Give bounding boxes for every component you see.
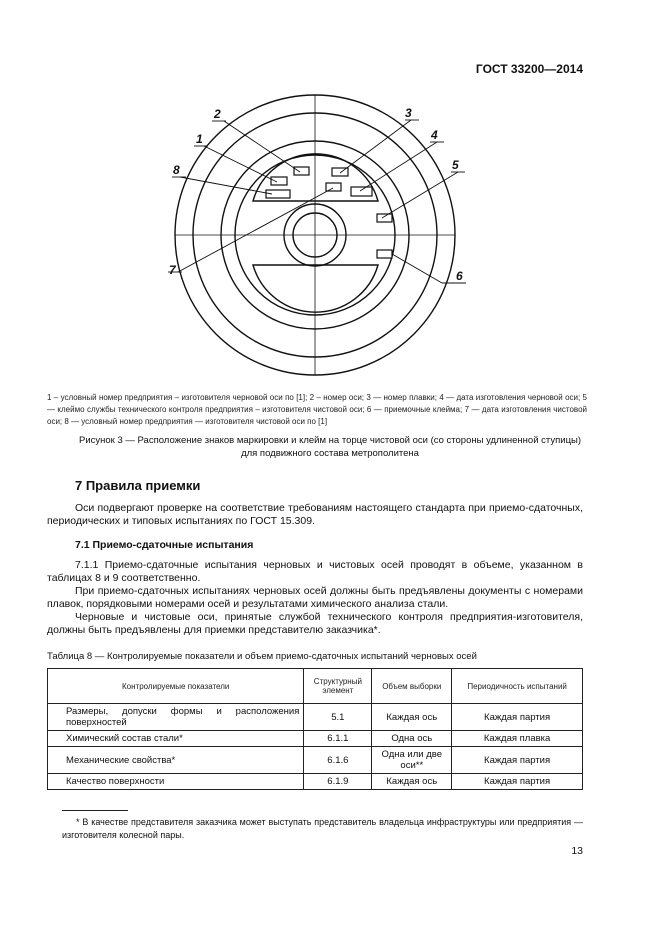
leader-2 [224,121,300,172]
row-indicator: Размеры, допуски формы и расположения поверхностей [48,704,304,731]
row-element: 5.1 [304,704,372,731]
row-sample: Каждая ось [372,704,452,731]
table-row [48,747,583,774]
figure-caption [47,434,613,460]
mark-box-1 [271,177,287,185]
row-element: 6.1.1 [304,731,372,747]
figure-label-5: 5 [452,158,459,172]
figure-label-6: 6 [456,269,463,283]
subsection-title: 7.1 Приемо-сдаточные испытания [75,539,254,551]
mark-box-6 [377,250,392,258]
header-element: Структурный элемент [304,669,372,704]
axle-end-marking-figure [160,92,480,392]
document-header: ГОСТ 33200—2014 [475,62,583,76]
row-frequency: Каждая партия [452,774,583,790]
mark-box-2 [294,167,309,175]
table-header-row [48,669,583,704]
header-indicators: Контролируемые показатели [48,669,304,704]
figure-label-8: 8 [173,163,180,177]
row-sample: Одна или две оси** [372,747,452,774]
mark-box-4 [351,187,372,196]
footnote: * В качестве представителя заказчика может выступать представитель владельца инфраструктуры или предприятия — изготовителя колесной пары. [62,817,583,840]
paragraph-presentation: Черновые и чистовые оси, принятые службой технического контроля предприятия-изготовителя, должны быть предъявлены для приемки представителю заказчика*. [47,611,583,636]
row-sample: Каждая ось [372,774,452,790]
footnote-divider [62,810,128,811]
mark-box-5 [377,214,392,222]
paragraph-intro: Оси подвергают проверке на соответствие требованиям настоящего стандарта при приемо-сдаточных, периодических и типовых испытаниях по ГОСТ 15.309. [47,502,583,527]
figure-label-7: 7 [169,263,176,277]
page-number: 13 [571,845,583,857]
figure-label-1: 1 [196,132,203,146]
acceptance-tests-table [47,668,583,790]
figure-caption-line-2: для подвижного состава метрополитена [241,448,419,459]
row-frequency: Каждая партия [452,747,583,774]
paragraph-documents: При приемо-сдаточных испытаниях черновых осей должны быть предъявлены документы с номерами плавок, порядковыми номерами осей и результатами химического анализа стали. [47,585,583,610]
table-row [48,704,583,731]
paragraph-7-1-1: 7.1.1 Приемо-сдаточные испытания черновых и чистовых осей проводят в объеме, указанном в таблицах 8 и 9 соответственно. [47,559,583,584]
row-indicator: Механические свойства* [48,747,304,774]
figure-legend: 1 – условный номер предприятия – изготовителя черновой оси по [1]; 2 – номер оси; 3 — номер плавки; 4 — дата изготовления черновой оси; 5 — клеймо службы технического контроля предприятия – изготовителя чистовой оси; 6 — приемочные клейма; 7 — дата изготовления чистовой оси; 8 — условный номер предприятия — изготовителя чистовой оси по [1] [47,393,587,426]
table-row [48,731,583,747]
figure-caption-line-1: Рисунок 3 — Расположение знаков маркировки и клейм на торце чистовой оси (со стороны удлиненной ступицы) [79,435,581,446]
table-caption: Таблица 8 — Контролируемые показатели и объем приемо-сдаточных испытаний черновых осей [47,651,477,662]
row-sample: Одна ось [372,731,452,747]
row-indicator: Химический состав стали* [48,731,304,747]
figure-label-4: 4 [431,128,438,142]
row-frequency: Каждая плавка [452,731,583,747]
figure-label-3: 3 [405,106,412,120]
header-frequency: Периодичность испытаний [452,669,583,704]
leader-5 [382,172,458,218]
row-element: 6.1.6 [304,747,372,774]
lower-segment [253,265,378,312]
row-element: 6.1.9 [304,774,372,790]
header-sample: Объем выборки [372,669,452,704]
figure-label-2: 2 [214,107,221,121]
row-frequency: Каждая партия [452,704,583,731]
section-title: 7 Правила приемки [75,478,201,493]
row-indicator: Качество поверхности [48,774,304,790]
table-row [48,774,583,790]
mark-box-7 [326,183,341,191]
